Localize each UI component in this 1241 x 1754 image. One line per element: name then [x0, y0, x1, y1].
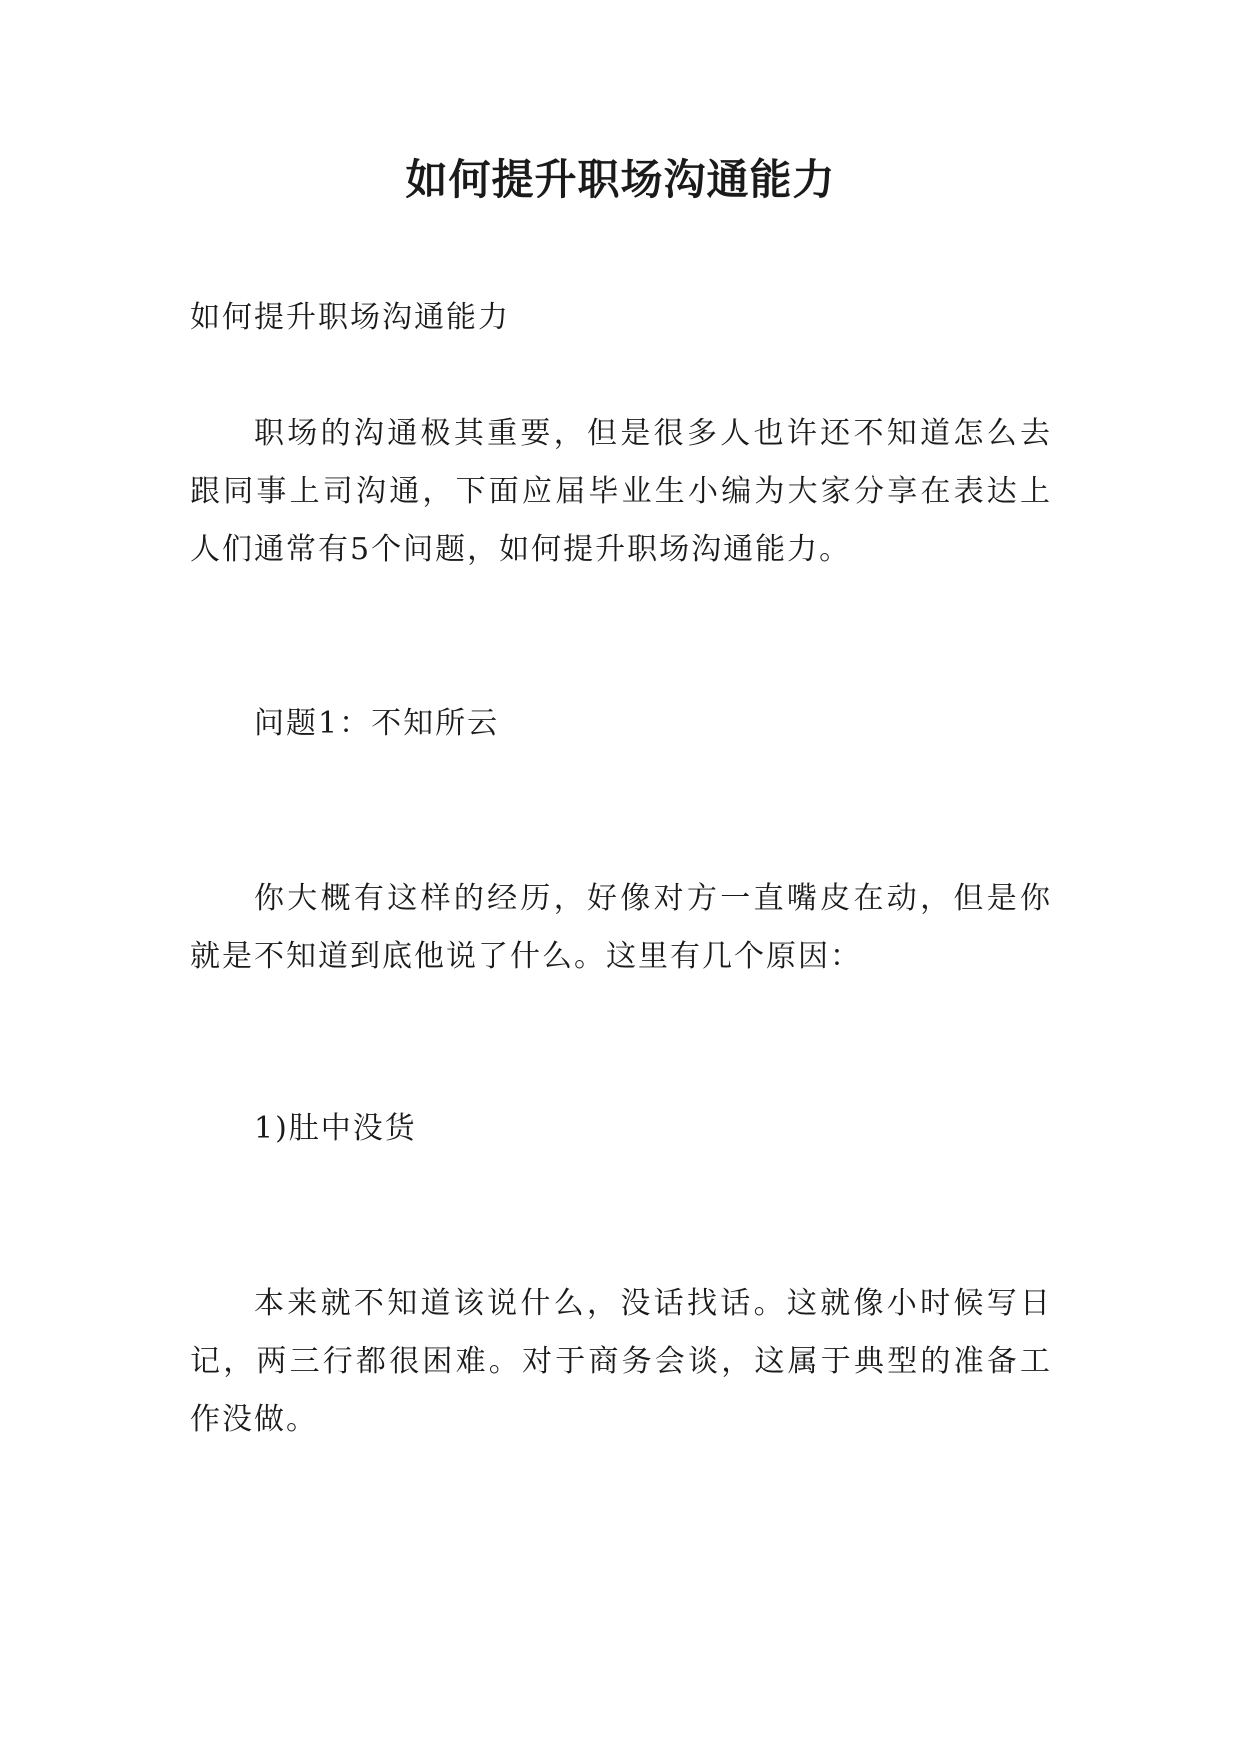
subsection-heading-1: 1)肚中没货	[254, 1111, 417, 1146]
intro-paragraph: 职场的沟通极其重要，但是很多人也许还不知道怎么去跟同事上司沟通，下面应届毕业生小编为大家分享在表达上人们通常有5个问题，如何提升职场沟通能力。	[190, 416, 1052, 567]
problem-1-description: 你大概有这样的经历，好像对方一直嘴皮在动，但是你就是不知道到底他说了什么。这里有几个原因：	[190, 881, 1052, 974]
section-heading-problem-1: 问题1：不知所云	[254, 706, 500, 741]
document-title: 如何提升职场沟通能力	[405, 155, 836, 204]
subsection-1-body: 本来就不知道该说什么，没话找话。这就像小时候写日记，两三行都很困难。对于商务会谈，这属于典型的准备工作没做。	[190, 1286, 1052, 1437]
subtitle-paragraph: 如何提升职场沟通能力	[190, 300, 510, 335]
